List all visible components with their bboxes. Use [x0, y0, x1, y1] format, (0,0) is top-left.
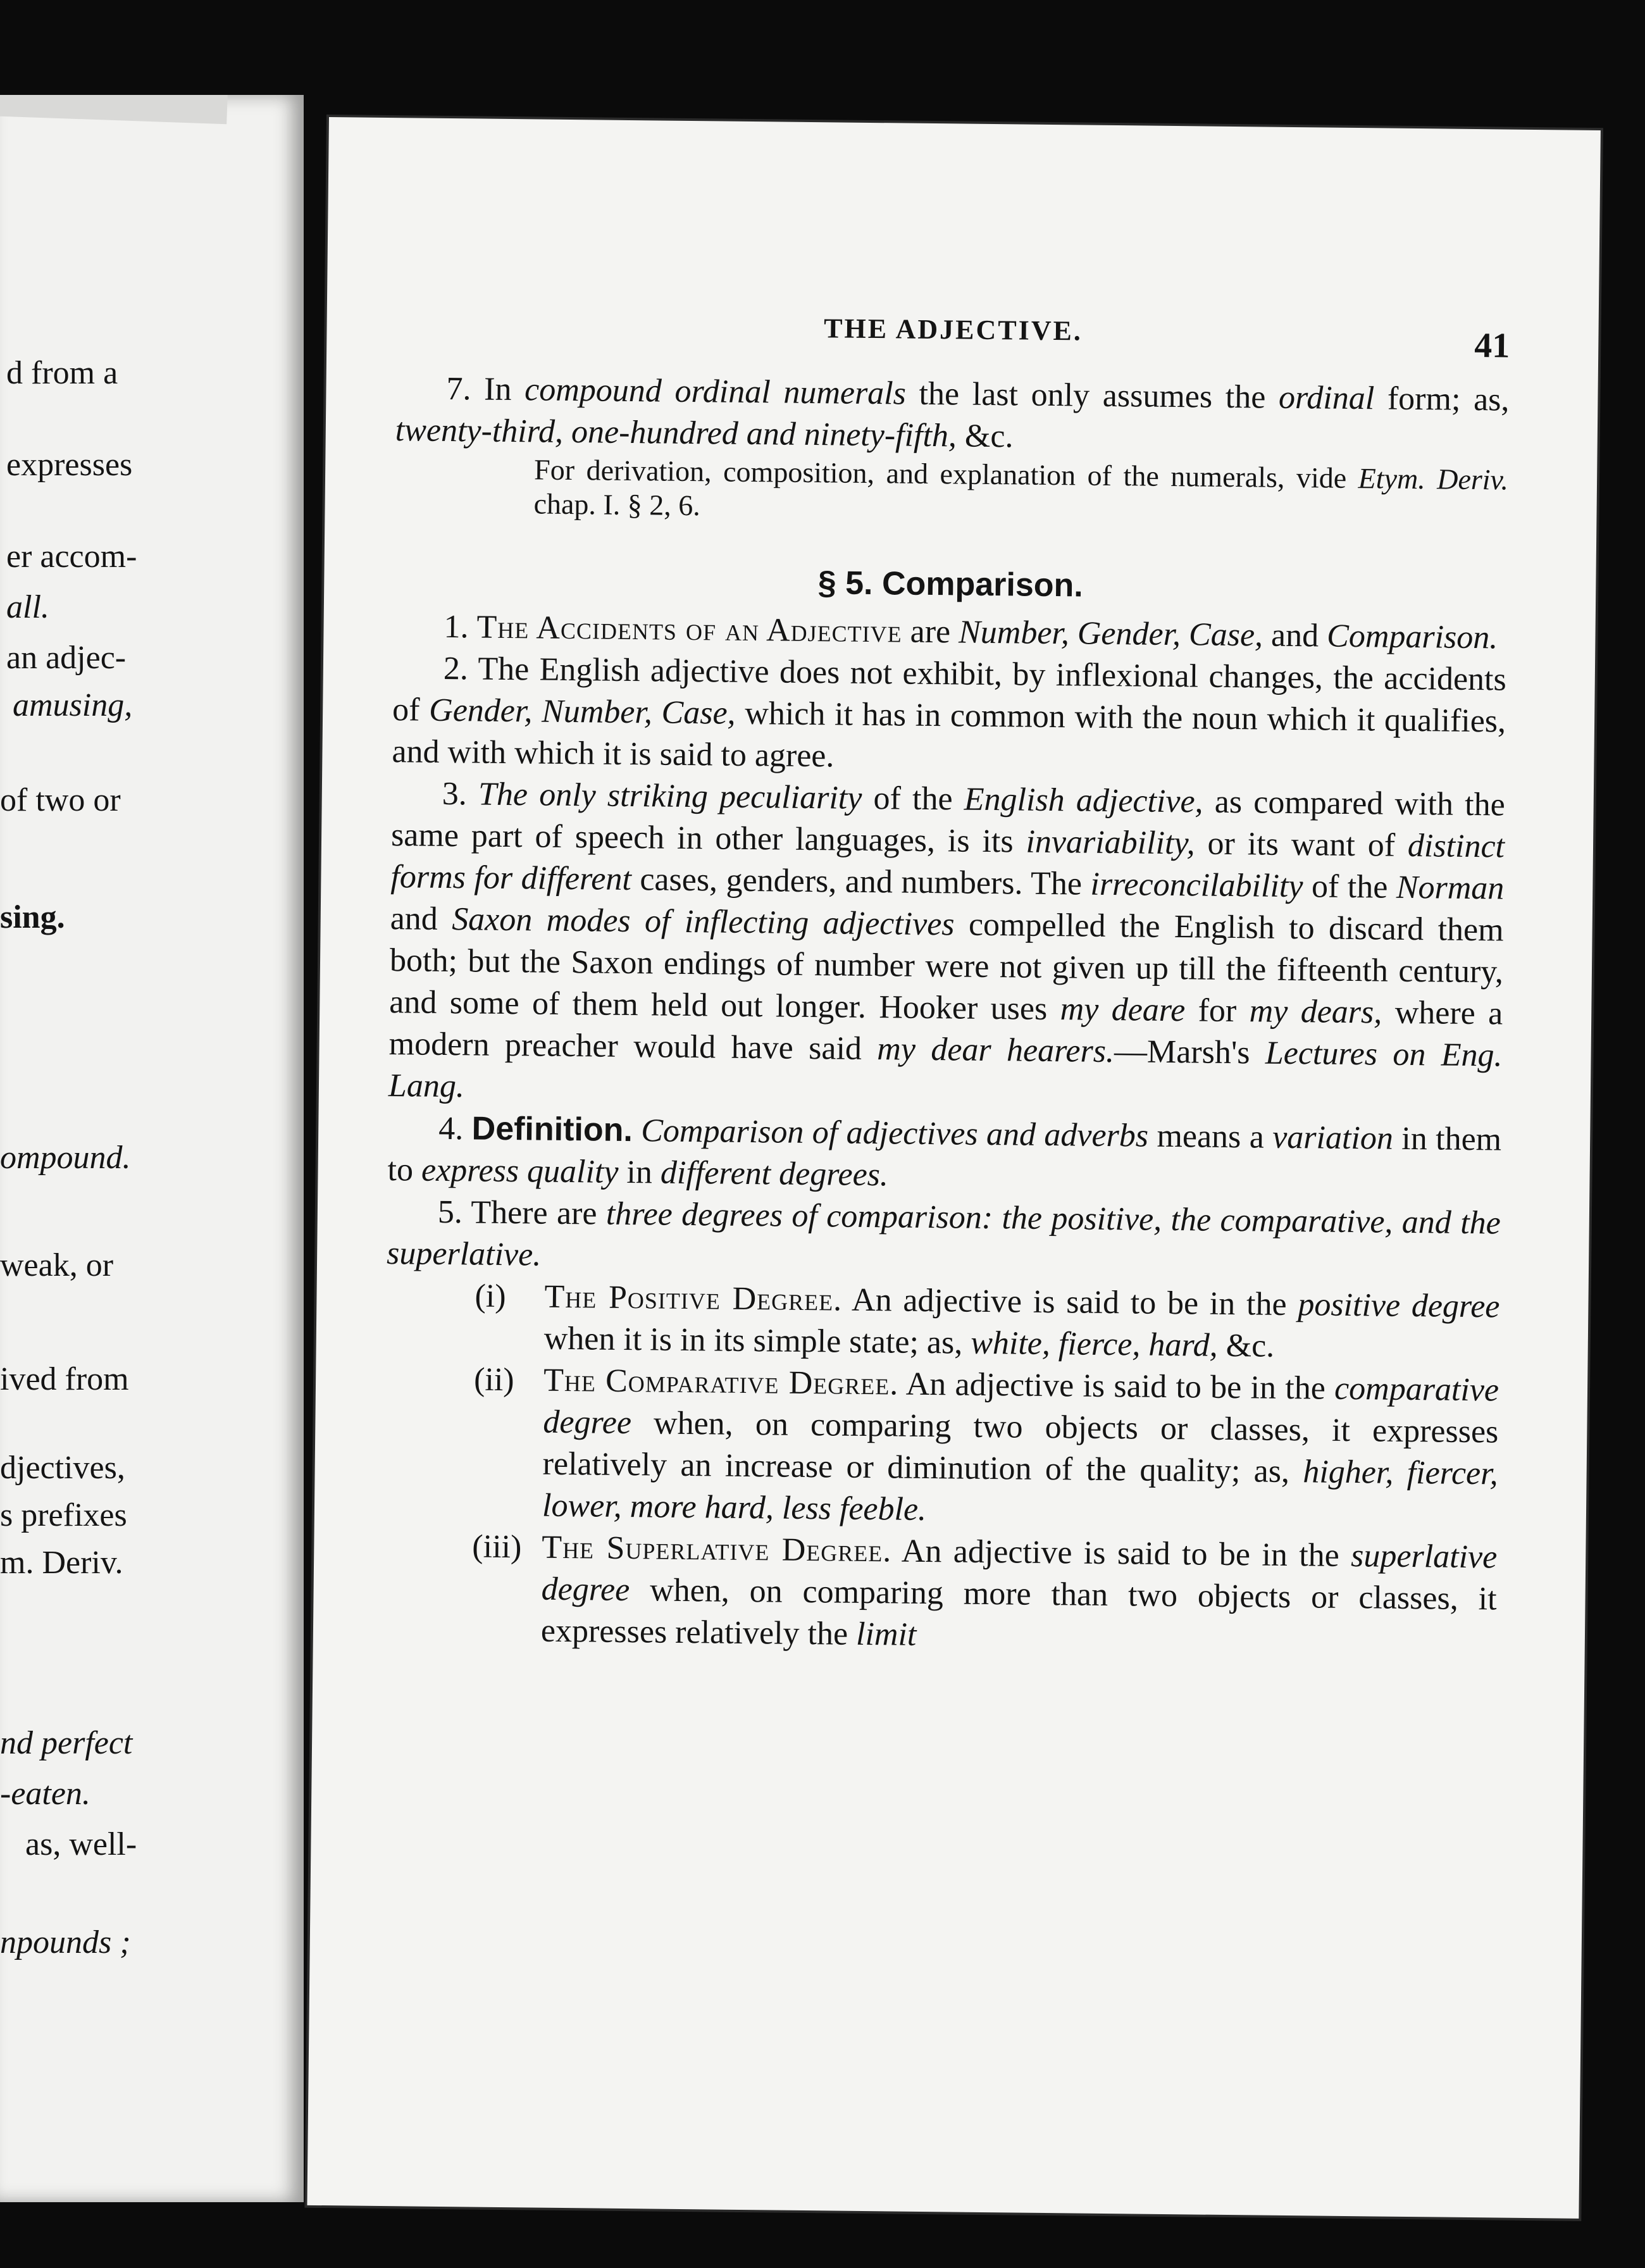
facing-line: npounds ; — [0, 1924, 131, 1960]
facing-line: -eaten. — [0, 1776, 90, 1812]
running-head — [396, 308, 1510, 370]
positive-degree: (i) The Positive Degree. An adjective is said to be in the positive degree when it is in its simple state; as, white, fierce, hard, &c. — [475, 1278, 1500, 1364]
facing-line: ompound. — [0, 1140, 131, 1176]
derivation-note: For derivation, composition, and explanation of the numerals, vide Etym. Deriv. chap. I. § 2, 6. — [533, 453, 1509, 522]
running-title: THE ADJECTIVE. — [823, 313, 1083, 347]
facing-line: s prefixes — [0, 1497, 127, 1533]
facing-line: weak, or — [0, 1247, 114, 1283]
paragraph-3: 3. The only striking peculiarity of the English adjective, as compared with the same part of speech in other languages, is its invariability, or its want of distinct forms for different cases, genders, and numbers. The irreconcilability of the Norman and Saxon modes of inflecting adjectives compelled the English to discard them both; but the Saxon endings of number were not given up till the fifteenth century, and some of them held out longer. Hooker uses my deare for my dears, where a modern preacher would have said my dear hearers.—Marsh's Lectures on Eng. Lang. — [388, 775, 1506, 1105]
page-number: 41 — [1474, 325, 1510, 366]
facing-line: er accom- — [6, 539, 137, 575]
facing-line: nd perfect — [0, 1725, 133, 1761]
paragraph-2: 2. The English adjective does not exhibit, by inflexional changes, the accidents of Gender, Number, Case, which it has in common with the noun which it qualifies, and with which it is said to agree. — [392, 650, 1507, 775]
facing-line: djectives, — [0, 1450, 125, 1486]
paragraph-4: 4. Definition. Comparison of adjectives and adverbs means a variation in them to express quality in different degrees. — [387, 1110, 1502, 1193]
page-content — [386, 308, 1510, 1653]
facing-line: sing. — [0, 899, 65, 935]
facing-line: an adjec- — [6, 640, 127, 676]
superlative-degree: (iii) The Superlative Degree. An adjective is said to be in the superlative degree when, on comparing more than two objects or classes, it expresses relatively the limit — [472, 1528, 1498, 1653]
book-page — [307, 117, 1600, 2219]
facing-line: amusing, — [13, 687, 133, 723]
facing-page-edge — [0, 95, 229, 124]
facing-page — [0, 95, 304, 2202]
section-heading: § 5. Comparison. — [817, 564, 1084, 604]
facing-line: d from a — [6, 355, 118, 391]
body-text — [383, 368, 1510, 1662]
facing-line: all. — [6, 589, 49, 625]
comparative-degree: (ii) The Comparative Degree. An adjective is said to be in the comparative degree when, on comparing two objects or classes, it expresses relatively an increase or diminution of the quality; as, higher, fiercer, lower, more hard, less feeble. — [473, 1361, 1499, 1528]
facing-line: as, well- — [25, 1826, 137, 1862]
facing-line: expresses — [6, 447, 133, 483]
facing-line: m. Deriv. — [0, 1545, 123, 1581]
paragraph-5: 5. There are three degrees of comparison: the positive, the comparative, and the superlative. — [386, 1193, 1501, 1273]
paragraph-7: 7. In compound ordinal numerals the last only assumes the ordinal form; as, twenty-third, one-hundred and ninety-fifth, &c. — [395, 370, 1510, 455]
facing-line: of two or — [0, 782, 121, 818]
facing-line: ived from — [0, 1361, 129, 1397]
paragraph-1: 1. The Accidents of an Adjective are Number, Gender, Case, and Comparison. — [444, 608, 1498, 656]
